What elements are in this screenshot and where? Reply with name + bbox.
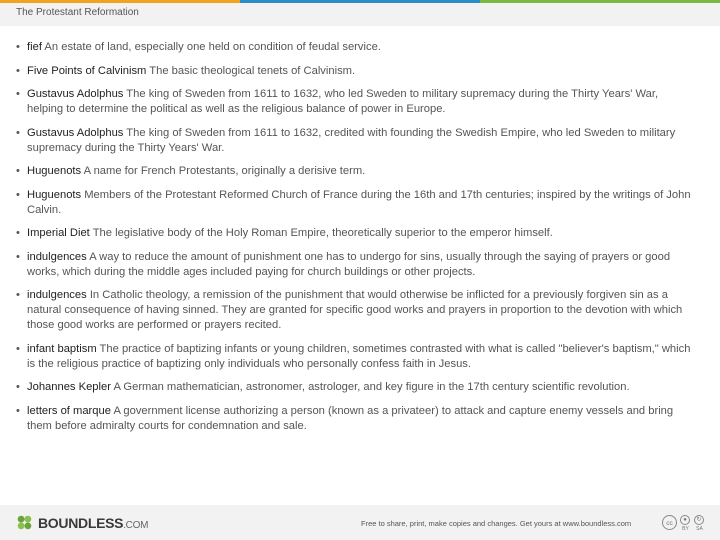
term-definition: A German mathematician, astronomer, astrologer, and key figure in the 17th century scientific revolution. [110,381,630,393]
term-name: Five Points of Calvinism [27,64,147,77]
term-name: Johannes Kepler [27,381,111,393]
term-definition: A name for French Protestants, originally a derisive term. [81,165,366,177]
term-name: Huguenots [27,165,82,177]
term-definition: A way to reduce the amount of punishment one has to undergo for sins, usually through the saying of prayers or good works, which during the middle ages included paying for church buildings or other projects. [27,250,671,278]
term-definition: The king of Sweden from 1611 to 1632, credited with founding the Swedish Empire, who led Sweden to military supremacy during the Thirty Years' War. [27,126,676,154]
cc-sa [694,515,705,532]
term-definition: A government license authorizing a person (known as a privateer) to attack and capture enemy vessels and bring them before admiralty courts for condemnation and sale. [27,404,674,432]
bullet-icon: • [16,126,20,139]
term-definition: Members of the Protestant Reformed Church of France during the 16th and 17th centuries; inspired by the writings of John Calvin. [27,188,691,216]
term-item [16,87,696,117]
bullet-icon: • [16,250,20,263]
term-item [16,64,696,79]
term-item [16,380,696,395]
term-item [16,164,696,179]
cc-by [680,515,691,532]
term-item [16,40,696,55]
cc-sa-label: SA [696,526,703,532]
slide-footer [0,505,720,540]
term-list [16,40,696,434]
bullet-icon: • [16,41,20,53]
term-name: fief [27,41,42,53]
term-definition: The king of Sweden from 1611 to 1632, who led Sweden to military supremacy during the Thirty Years' War, helping to determine the political as well as the religious balance of power in Europe. [27,88,659,115]
term-name: Imperial Diet [27,227,90,239]
term-name: indulgences [27,289,87,301]
bullet-icon: • [16,165,20,177]
term-definition: The practice of baptizing infants or young children, sometimes contrasted with what is called "believer's baptism," which is the religious practice of baptizing only individuals who personally confess faith in Jesus. [27,342,691,370]
bullet-icon: • [16,188,20,201]
slide-title: The Protestant Reformation [16,7,139,18]
bullet-icon: • [16,227,20,239]
boundless-logo[interactable] [16,514,148,531]
license-note: Free to share, print, make copies and changes. Get yours at www.boundless.com [361,519,632,528]
bullet-icon: • [16,64,20,77]
bullet-icon: • [16,289,20,301]
term-name: Gustavus Adolphus [27,126,124,139]
term-item [16,342,696,372]
cc-license-badges[interactable] [662,515,705,532]
cc-icon: cc [662,515,677,530]
term-name: indulgences [27,250,87,263]
cc-by-label: BY [682,526,689,532]
term-definition: An estate of land, especially one held on condition of feudal service. [41,41,381,53]
term-name: infant baptism [27,342,97,355]
slide-content [16,40,696,442]
term-definition: The legislative body of the Holy Roman Empire, theoretically superior to the emperor himself. [89,227,553,239]
person-icon: ● [680,515,690,525]
term-item [16,226,696,241]
term-item [16,188,696,218]
term-item [16,404,696,434]
term-name: Huguenots [27,188,82,201]
term-item [16,288,696,333]
term-item [16,126,696,156]
term-item [16,250,696,280]
bullet-icon: • [16,88,20,100]
bullet-icon: • [16,342,20,355]
boundless-logo-icon [16,514,33,531]
bullet-icon: • [16,404,20,417]
term-name: letters of marque [27,404,111,417]
share-alike-icon: ↻ [694,515,704,525]
bullet-icon: • [16,381,20,393]
term-definition: The basic theological tenets of Calvinism. [146,64,356,77]
logo-wordmark: BOUNDLESS.COM [38,514,149,531]
slide-header [0,3,720,26]
term-name: Gustavus Adolphus [27,88,124,100]
term-definition: In Catholic theology, a remission of the punishment that would otherwise be inflicted for a previously forgiven sin as a natural consequence of having sinned. They are granted for specific good works and prayers in proportion to the devotion with which those good works are performed or prayers recited. [27,289,683,331]
